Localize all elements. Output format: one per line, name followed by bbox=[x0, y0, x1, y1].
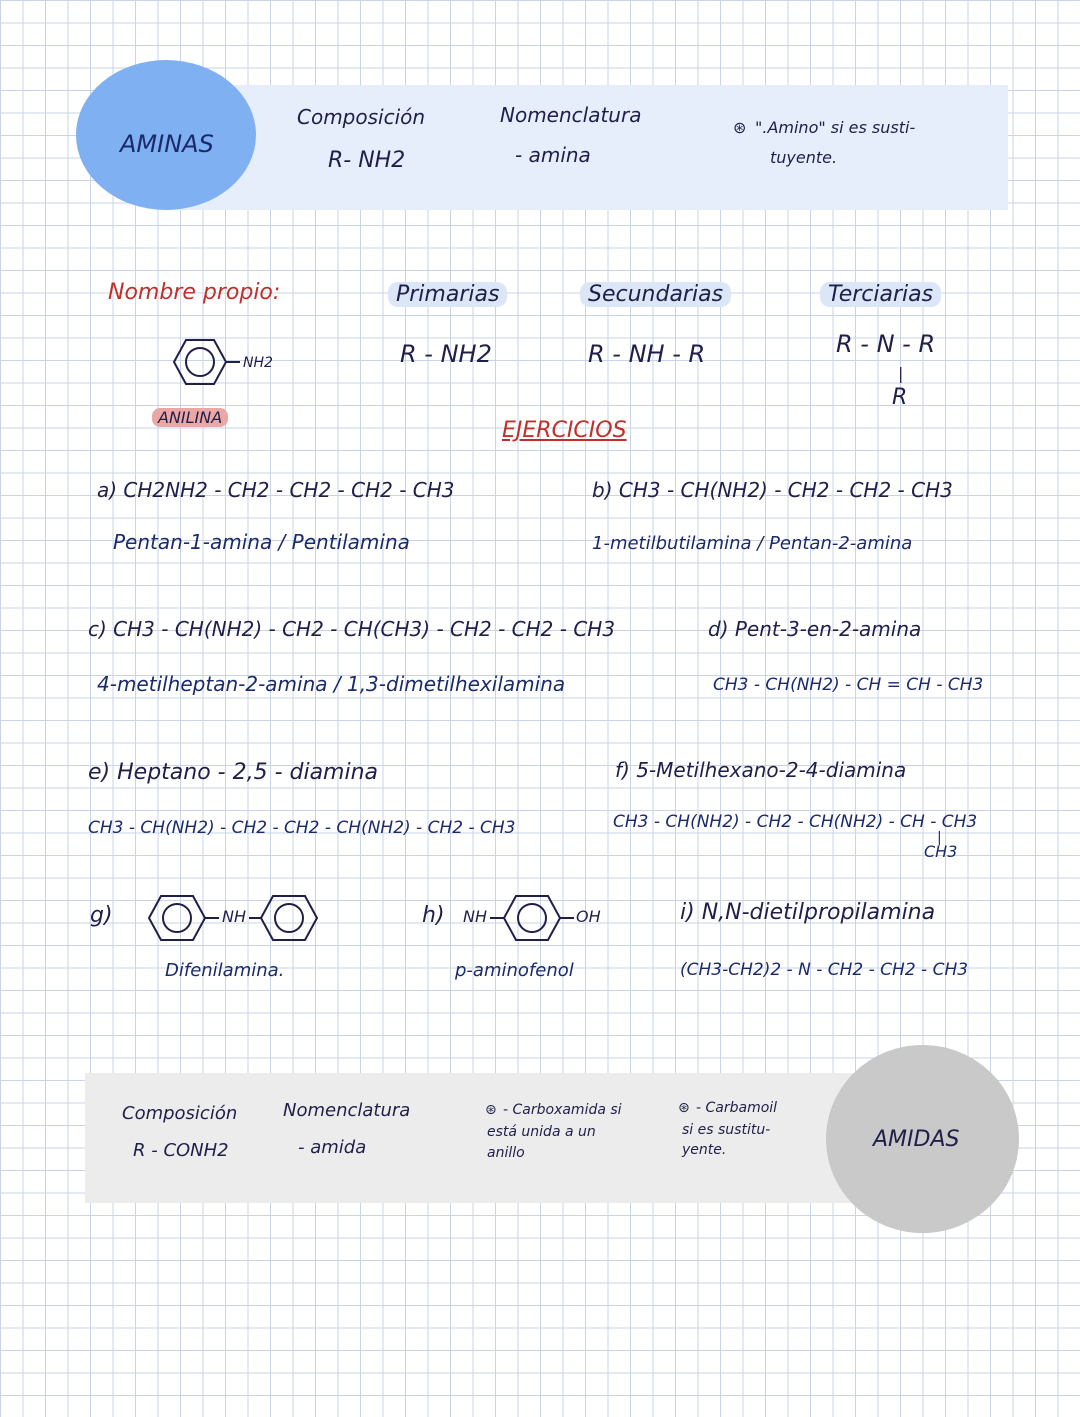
exercise-e-name: e) Heptano - 2,5 - diamina bbox=[88, 760, 379, 785]
exercise-g-name: Difenilamina. bbox=[165, 960, 285, 981]
exercise-h-group-left: NH bbox=[463, 907, 487, 926]
primary-formula: R - NH2 bbox=[400, 340, 492, 368]
primary-label: Primarias bbox=[388, 282, 507, 307]
exercise-d-formula: CH3 - CH(NH2) - CH = CH - CH3 bbox=[713, 675, 984, 695]
exercise-h-name: p-aminofenol bbox=[455, 960, 574, 981]
tertiary-branch: R bbox=[892, 385, 908, 410]
secondary-label: Secundarias bbox=[580, 282, 731, 307]
amides-title: AMIDAS bbox=[873, 1127, 960, 1152]
exercise-b-answer: 1-metilbutilamina / Pentan-2-amina bbox=[592, 533, 913, 554]
benzene-ring-aniline bbox=[160, 330, 240, 394]
aniline-group: NH2 bbox=[243, 355, 273, 371]
amides-note1-line3: anillo bbox=[487, 1145, 525, 1161]
tertiary-bond: | bbox=[898, 364, 904, 383]
exercise-e-formula: CH3 - CH(NH2) - CH2 - CH2 - CH(NH2) - CH2 - CH3 bbox=[88, 818, 516, 838]
amides-note2-line1: - Carbamoil bbox=[696, 1100, 778, 1116]
own-name-label: Nombre propio: bbox=[108, 280, 281, 305]
exercise-f-name: f) 5-Metilhexano-2-4-diamina bbox=[615, 758, 907, 782]
asterisk-icon-amide-2: ⊛ bbox=[678, 1100, 690, 1116]
secondary-formula: R - NH - R bbox=[588, 340, 706, 368]
exercise-h-group-right: OH bbox=[576, 907, 601, 926]
amides-composition-label: Composición bbox=[122, 1103, 238, 1124]
asterisk-icon: ⊛ bbox=[733, 118, 747, 137]
tertiary-formula: R - N - R bbox=[836, 330, 936, 358]
exercise-b-formula: b) CH3 - CH(NH2) - CH2 - CH2 - CH3 bbox=[592, 478, 953, 502]
amines-title: AMINAS bbox=[120, 130, 214, 158]
exercise-i-formula: (CH3-CH2)2 - N - CH2 - CH2 - CH3 bbox=[680, 960, 969, 980]
amides-note1-line2: está unida a un bbox=[487, 1124, 596, 1140]
exercise-h-label: h) bbox=[422, 903, 445, 928]
amides-note2-line3: yente. bbox=[682, 1142, 727, 1158]
exercise-f-formula: CH3 - CH(NH2) - CH2 - CH(NH2) - CH - CH3 bbox=[613, 812, 978, 832]
amines-note-line1: ".Amino" si es susti- bbox=[755, 118, 916, 137]
exercise-c-answer: 4-metilheptan-2-amina / 1,3-dimetilhexilamina bbox=[97, 672, 566, 696]
amides-note2-line2: si es sustitu- bbox=[682, 1122, 771, 1138]
amides-nomenclature-label: Nomenclatura bbox=[283, 1100, 411, 1121]
amines-nomenclature-label: Nomenclatura bbox=[500, 103, 642, 127]
amides-composition-formula: R - CONH2 bbox=[133, 1140, 229, 1161]
exercise-a-formula: a) CH2NH2 - CH2 - CH2 - CH2 - CH3 bbox=[97, 478, 455, 502]
exercise-f-bond: | bbox=[937, 830, 942, 846]
amines-note-line2: tuyente. bbox=[770, 148, 838, 167]
exercise-g-group: NH bbox=[222, 907, 246, 926]
exercise-a-answer: Pentan-1-amina / Pentilamina bbox=[113, 530, 410, 554]
asterisk-icon-amide-1: ⊛ bbox=[485, 1102, 497, 1118]
aminophenol-ring bbox=[490, 888, 580, 948]
tertiary-label: Terciarias bbox=[820, 282, 941, 307]
exercise-c-formula: c) CH3 - CH(NH2) - CH2 - CH(CH3) - CH2 - CH2 - CH3 bbox=[88, 617, 616, 641]
amines-nomenclature-suffix: - amina bbox=[515, 143, 591, 167]
amides-nomenclature-suffix: - amida bbox=[298, 1137, 367, 1158]
aniline-name: ANILINA bbox=[152, 408, 228, 427]
exercise-f-branch: CH3 bbox=[924, 842, 958, 861]
amines-composition-formula: R- NH2 bbox=[328, 148, 406, 173]
exercises-title: EJERCICIOS bbox=[502, 418, 627, 443]
amines-composition-label: Composición bbox=[297, 105, 426, 129]
exercise-d-name: d) Pent-3-en-2-amina bbox=[708, 617, 922, 641]
amides-note1-line1: - Carboxamida si bbox=[503, 1102, 622, 1118]
exercise-i-name: i) N,N-dietilpropilamina bbox=[680, 900, 936, 925]
exercise-g-label: g) bbox=[90, 903, 113, 928]
